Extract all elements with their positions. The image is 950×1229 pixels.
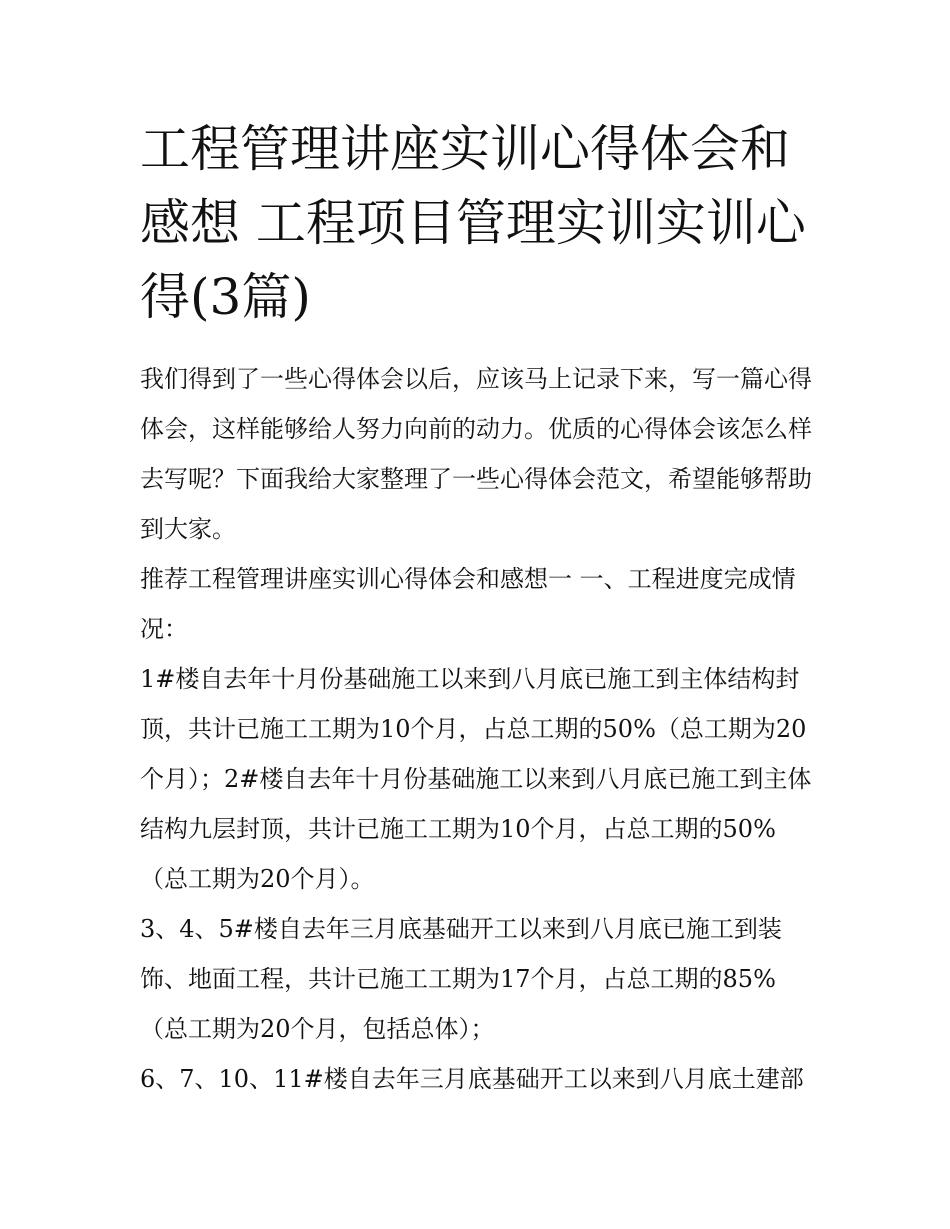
document-page bbox=[140, 112, 820, 1104]
intro-paragraph: 我们得到了一些心得体会以后，应该马上记录下来，写一篇心得体会，这样能够给人努力向前的动力。优质的心得体会该怎么样去写呢？下面我给大家整理了一些心得体会范文，希望能够帮助到大家。 bbox=[140, 365, 812, 543]
progress-paragraph-buildings-3-4-5: 3、4、5#楼自去年三月底基础开工以来到八月底已施工到装饰、地面工程，共计已施工工期为17个月，占总工期的85%（总工期为20个月，包括总体）； bbox=[140, 915, 782, 1043]
section-heading-paragraph: 推荐工程管理讲座实训心得体会和感想一 一、工程进度完成情况： bbox=[140, 565, 796, 643]
progress-paragraph-buildings-1-2: 1#楼自去年十月份基础施工以来到八月底已施工到主体结构封顶，共计已施工工期为10个月，占总工期的50%（总工期为20个月）；2#楼自去年十月份基础施工以来到八月底已施工到主体结构九层封顶，共计已施工工期为10个月，占总工期的50%（总工期为20个月）。 bbox=[140, 665, 812, 893]
document-title: 工程管理讲座实训心得体会和感想 工程项目管理实训实训心得(3篇) bbox=[140, 120, 806, 326]
progress-paragraph-buildings-6-7-10-11: 6、7、10、11#楼自去年三月底基础开工以来到八月底土建部 bbox=[140, 1065, 804, 1093]
